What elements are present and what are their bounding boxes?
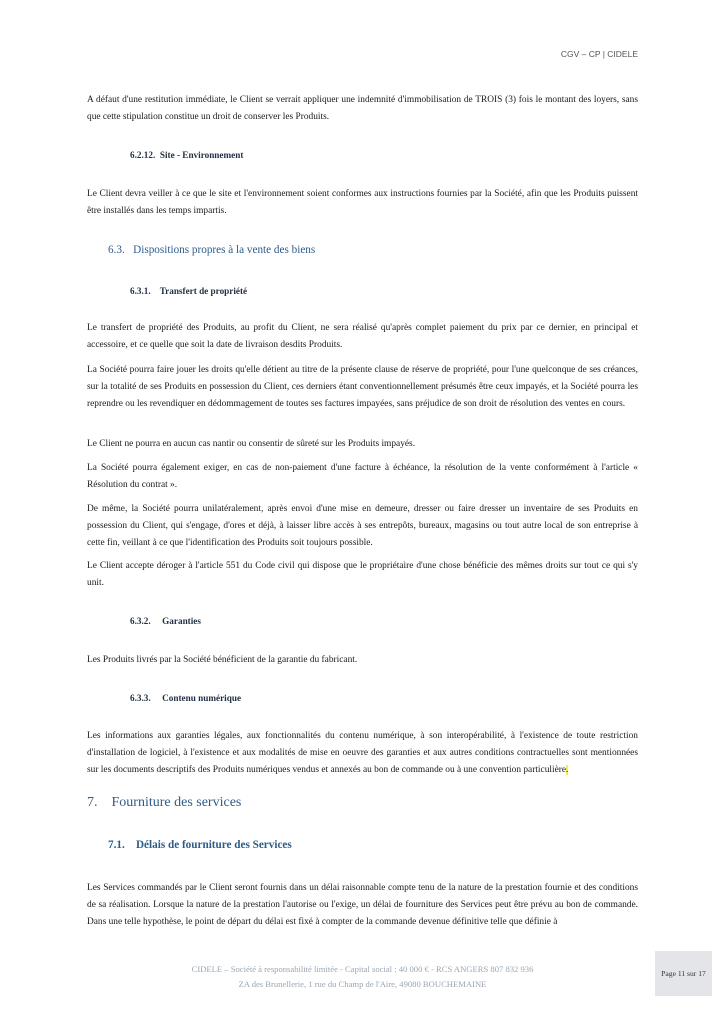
section-title: Contenu numérique [162, 693, 242, 703]
footer-address-line: ZA des Brunellerie, 1 rue du Champ de l'Aire, 49080 BOUCHEMAINE [238, 979, 487, 989]
heading-7 [87, 795, 241, 811]
paragraph-transfert-3: Le Client ne pourra en aucun cas nantir ou consentir de sûreté sur les Produits impayés. [87, 439, 416, 449]
paragraph-transfert-2: La Société pourra faire jouer les droits qu'elle détient au titre de la présente clause de réserve de propriété, pour l'une quelconque de ses créances, sur la totalité de ses Produits en possession du Client, ces derniers étant conventionnellement présumés être ceux impayés, et la Société pourra les reprendre ou les revendiquer en dédommagement de toutes ses factures impayées, sans préjudice de son droit de résolution des ventes en cours. [87, 365, 638, 409]
section-title: Transfert de propriété [159, 286, 248, 296]
page-number-box [655, 951, 712, 996]
paragraph-site: Le Client devra veiller à ce que le site et l'environnement soient conformes aux instructions fournies par la Société, afin que les Produits puissent être installés dans les temps impartis. [87, 189, 638, 216]
section-title: Site - Environnement [159, 150, 244, 160]
section-number: 7.1. [108, 839, 125, 851]
section-number: 7. [87, 795, 98, 810]
section-number: 6.2.12. [130, 150, 156, 160]
section-number: 6.3.2. [130, 616, 151, 626]
paragraph-transfert-5: De même, la Société pourra unilatéralement, après envoi d'une mise en demeure, dresser ou faire dresser un inventaire de ses Produits en possession du Client, qui s'engage, d'ores et déjà, à laisser libre accès à ses entrepôts, bureaux, magasins ou tout autre local de son entreprise à cette fin, veillant à ce que l'identification des Produits soit toujours possible. [87, 504, 638, 548]
paragraph-services: Les Services commandés par le Client seront fournis dans un délai raisonnable compte tenu de la nature de la prestation fournie et des conditions de sa réalisation. Lorsque la nature de la prestation l'autorise ou l'exige, un délai de fourniture des Services peut être prévu au bon de commande. Dans une telle hypothèse, le point de départ du délai est fixé à compter de la commande devenue définitive telle que définie à [87, 883, 638, 927]
heading-6-3-1 [130, 286, 247, 296]
section-title: Garanties [162, 616, 201, 626]
heading-6-3-2 [130, 616, 201, 626]
paragraph-transfert-4: La Société pourra également exiger, en cas de non-paiement d'une facture à échéance, la résolution de la vente conformément à l'article « Résolution du contrat ». [87, 463, 638, 490]
page-footer [150, 962, 575, 992]
heading-6-3 [108, 244, 315, 256]
section-title: Dispositions propres à la vente des biens [133, 244, 316, 256]
paragraph-transfert-1: Le transfert de propriété des Produits, au profit du Client, ne sera réalisé qu'après complet paiement du prix par ce dernier, en principal et accessoire, et ce quelle que soit la date de livraison desdits Produits. [87, 323, 638, 350]
document-header-tag: CGV – CP | CIDELE [560, 49, 638, 59]
heading-6-3-3 [130, 693, 241, 703]
section-title: Délais de fourniture des Services [135, 839, 292, 851]
paragraph-contenu-numerique [87, 728, 638, 779]
page-number-label: Page 11 sur 17 [661, 969, 706, 978]
section-number: 6.3. [108, 244, 125, 256]
footer-company-line: CIDELE – Société à responsabilité limitée - Capital social : 40 000 € - RCS ANGERS 807 832 936 [191, 964, 534, 974]
section-title: Fourniture des services [111, 795, 242, 810]
paragraph-contenu-text: Les informations aux garanties légales, aux fonctionnalités du contenu numérique, à son interopérabilité, à l'existence de toute restriction d'installation de logiciel, à l'existence et aux modalités de mise en oeuvre des garanties et aux autres conditions contractuelles sont mentionnées sur les documents descriptifs des Produits numériques vendus et annexés au bon de commande ou à une convention particulière [87, 731, 638, 775]
section-number: 6.3.1. [130, 286, 151, 296]
highlighted-period: . [566, 765, 569, 775]
section-number: 6.3.3. [130, 693, 151, 703]
heading-6-2-12 [130, 150, 243, 160]
paragraph-transfert-6: Le Client accepte déroger à l'article 551 du Code civil qui dispose que le propriétaire d'une chose bénéficie des mêmes droits sur tout ce qui s'y unit. [87, 561, 638, 588]
heading-7-1 [108, 839, 292, 851]
paragraph-garanties: Les Produits livrés par la Société bénéficient de la garantie du fabricant. [87, 655, 358, 665]
paragraph-intro: A défaut d'une restitution immédiate, le Client se verrait appliquer une indemnité d'immobilisation de TROIS (3) fois le montant des loyers, sans que cette stipulation constitue un droit de conserver les Produits. [87, 95, 638, 122]
